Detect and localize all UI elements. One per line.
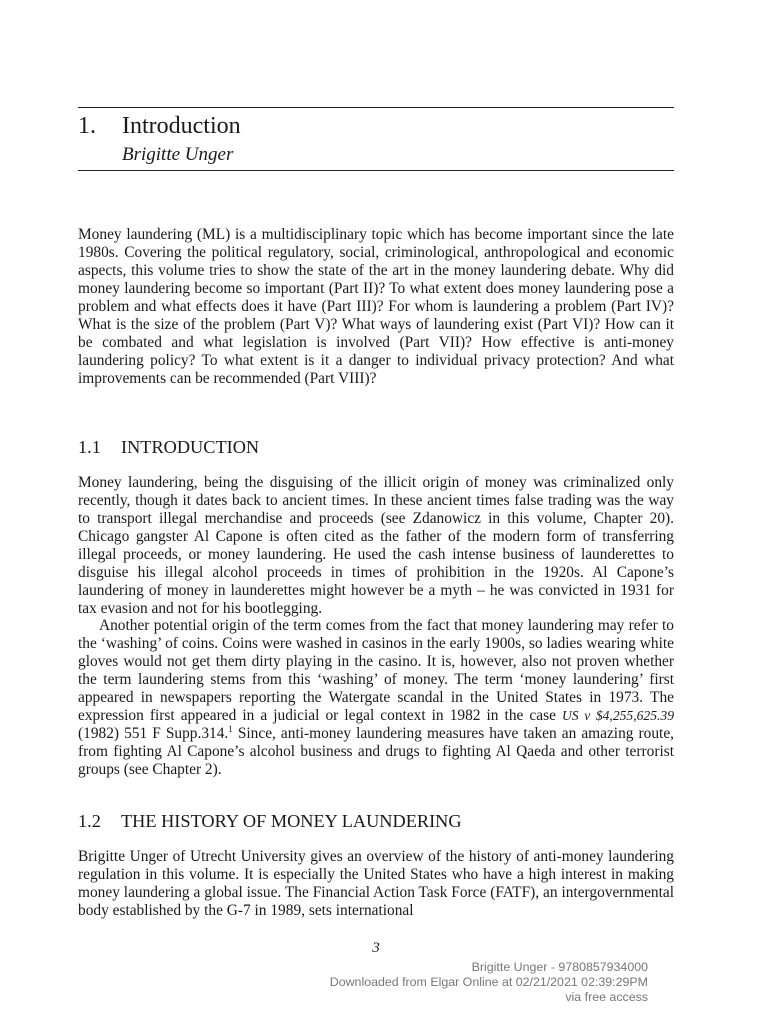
page-number: 3 xyxy=(372,940,380,956)
body-paragraph: Brigitte Unger of Utrecht University gives an overview of the history of anti-money laundering regulation in this volume. It is especially the United States who have a high interest in making money laundering a global issue. The Financial Action Task Force (FATF), an intergovernmental body established by the G-7 in 1989, sets international xyxy=(78,848,674,919)
chapter-author: Brigitte Unger xyxy=(122,144,234,165)
body-paragraph: Money laundering, being the disguising of the illicit origin of money was criminalized only recently, though it dates back to ancient times. In these ancient times false trading was the way to transport illegal merchandise and proceeds (see Zdanowicz in this volume, Chapter 20). Chicago gangster Al Capone is often cited as the father of the modern form of transferring illegal proceeds, or money laundering. He used the cash intense business of launderettes to disguise his illegal alcohol proceeds in times of prohibition in the 1920s. Al Capone’s laundering of money in launderettes might however be a myth – he was convicted in 1931 for tax evasion and not for his bootlegging. xyxy=(78,474,674,617)
body-paragraph xyxy=(78,617,674,779)
chapter-top-rule xyxy=(78,107,674,108)
section-number: 1.1 xyxy=(78,437,101,457)
paragraph-text: Another potential origin of the term comes from the fact that money laundering may refer to the ‘washing’ of coins. Coins were washed in casinos in the early 1900s, so ladies wearing white gloves would not get them dirty playing in the casino. It is, however, also not proven whether the term laundering stems from this ‘washing’ of money. The term ‘money laundering’ first appeared in newspapers reporting the Watergate scandal in the United States in 1973. The expression first appeared in a judicial or legal context in 1982 in the case xyxy=(78,617,674,724)
section-heading-1-2 xyxy=(78,810,462,832)
section-title: INTRODUCTION xyxy=(121,437,260,457)
paragraph-text: Since, anti-money laundering measures have taken an amazing route, from fighting Al Capone’s alcohol business and drugs to fighting Al Qaeda and other terrorist groups (see Chapter 2). xyxy=(78,725,674,778)
section-number: 1.2 xyxy=(78,811,101,831)
footer-download-note: Downloaded from Elgar Online at 02/21/2021 02:39:29PM xyxy=(329,975,648,989)
chapter-abstract-paragraph: Money laundering (ML) is a multidisciplinary topic which has become important since the late 1980s. Covering the political regulatory, social, criminological, anthropological and economic aspects, this volume tries to show the state of the art in the money laundering debate. Why did money laundering become so important (Part II)? To what extent does money laundering pose a problem and what effects does it have (Part III)? For whom is laundering a problem (Part IV)? What is the size of the problem (Part V)? What ways of laundering exist (Part VI)? How can it be combated and what legislation is involved (Part VII)? How effective is anti-money laundering policy? To what extent is it a danger to individual privacy protection? And what improvements can be recommended (Part VIII)? xyxy=(78,226,674,387)
paragraph-text: (1982) 551 F Supp.314. xyxy=(78,725,229,742)
footer-access-note: via free access xyxy=(565,990,648,1004)
case-citation: US v $4,255,625.39 xyxy=(561,708,674,723)
section-heading-1-1 xyxy=(78,436,259,458)
footnote-reference[interactable]: 1 xyxy=(228,723,233,734)
chapter-bottom-rule xyxy=(78,170,674,171)
chapter-number: 1. xyxy=(78,113,96,139)
chapter-heading xyxy=(78,111,241,141)
chapter-title: Introduction xyxy=(122,113,241,139)
footer-attribution: Brigitte Unger - 9780857934000 xyxy=(471,960,648,974)
section-title: THE HISTORY OF MONEY LAUNDERING xyxy=(121,811,462,831)
